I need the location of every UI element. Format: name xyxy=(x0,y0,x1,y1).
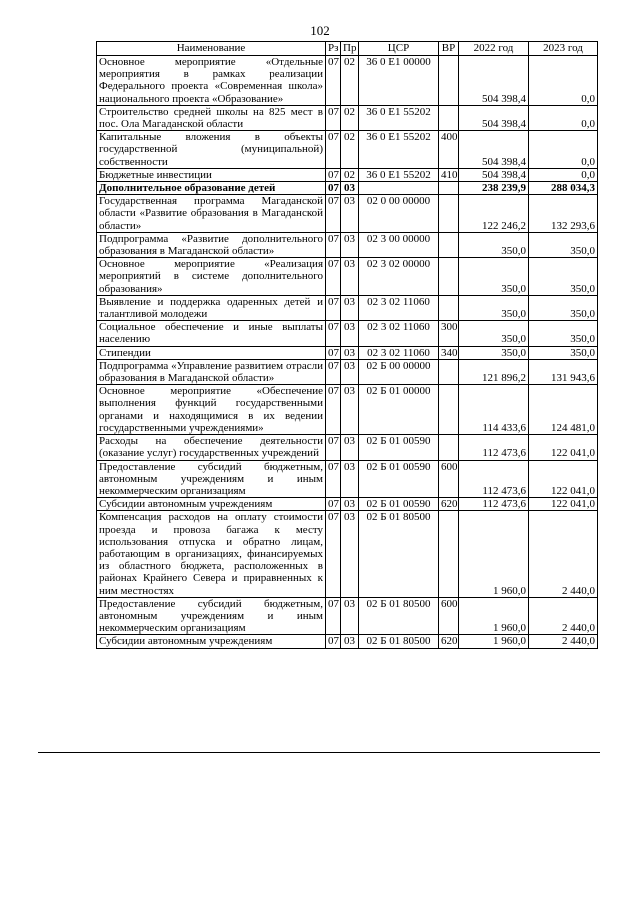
table-row xyxy=(97,105,598,130)
row-csr-cell: 36 0 Е1 55202 xyxy=(359,168,439,181)
row-rz-cell: 07 xyxy=(326,56,341,106)
row-2023-value: 122 041,0 xyxy=(529,435,598,460)
row-name-cell: Субсидии автономным учреждениям xyxy=(97,635,326,648)
row-name-cell: Основное мероприятие «Отдельные мероприятия в рамках реализации Федерального проекта «Современная школа» национального проекта «Образование» xyxy=(97,56,326,106)
row-vr-cell: 410 xyxy=(439,168,459,181)
row-vr-cell: 600 xyxy=(439,460,459,498)
column-header-2023: 2023 год xyxy=(529,42,598,56)
row-2022-value: 504 398,4 xyxy=(459,168,529,181)
table-row xyxy=(97,295,598,320)
row-csr-cell: 02 Б 01 00590 xyxy=(359,435,439,460)
column-header-vr: ВР xyxy=(439,42,459,56)
row-vr-cell xyxy=(439,232,459,257)
row-vr-cell: 300 xyxy=(439,321,459,346)
row-name-cell: Выявление и поддержка одаренных детей и талантливой молодежи xyxy=(97,295,326,320)
row-2022-value: 112 473,6 xyxy=(459,498,529,511)
table-row xyxy=(97,359,598,384)
table-row xyxy=(97,597,598,635)
budget-table xyxy=(96,41,598,649)
row-2022-value: 350,0 xyxy=(459,321,529,346)
row-2022-value: 238 239,9 xyxy=(459,182,529,195)
row-csr-cell: 02 Б 01 80500 xyxy=(359,597,439,635)
column-header-csr: ЦСР xyxy=(359,42,439,56)
row-2023-value: 2 440,0 xyxy=(529,635,598,648)
row-vr-cell xyxy=(439,359,459,384)
row-csr-cell: 02 0 00 00000 xyxy=(359,195,439,233)
row-pr-cell: 03 xyxy=(341,346,359,359)
row-vr-cell xyxy=(439,105,459,130)
row-2023-value: 122 041,0 xyxy=(529,498,598,511)
row-csr-cell: 02 Б 01 00000 xyxy=(359,385,439,435)
row-pr-cell: 02 xyxy=(341,131,359,169)
row-csr-cell: 02 3 02 11060 xyxy=(359,295,439,320)
row-pr-cell: 03 xyxy=(341,385,359,435)
row-2023-value: 131 943,6 xyxy=(529,359,598,384)
row-pr-cell: 03 xyxy=(341,195,359,233)
row-pr-cell: 03 xyxy=(341,511,359,597)
row-name-cell: Предоставление субсидий бюджетным, автономным учреждениям и иным некоммерческим организациям xyxy=(97,597,326,635)
table-row xyxy=(97,131,598,169)
row-pr-cell: 03 xyxy=(341,635,359,648)
row-name-cell: Строительство средней школы на 825 мест в пос. Ола Магаданской области xyxy=(97,105,326,130)
row-rz-cell: 07 xyxy=(326,105,341,130)
row-2023-value: 132 293,6 xyxy=(529,195,598,233)
row-name-cell: Компенсация расходов на оплату стоимости проезда и провоза багажа к месту использования отпуска и обратно лицам, работающим в организациях, финансируемых из областного бюджета, расположенных в районах Крайнего Севера и приравненных к ним местностях xyxy=(97,511,326,597)
row-name-cell: Социальное обеспечение и иные выплаты населению xyxy=(97,321,326,346)
row-rz-cell: 07 xyxy=(326,131,341,169)
column-header-pr: Пр xyxy=(341,42,359,56)
row-2023-value: 0,0 xyxy=(529,105,598,130)
row-name-cell: Основное мероприятие «Обеспечение выполнения функций государственными органами и находящимися в их ведении государственными учреждениями» xyxy=(97,385,326,435)
table-header-row xyxy=(97,42,598,56)
table-body xyxy=(97,56,598,649)
row-2022-value: 350,0 xyxy=(459,295,529,320)
row-csr-cell: 02 3 02 11060 xyxy=(359,346,439,359)
row-vr-cell xyxy=(439,385,459,435)
row-name-cell: Подпрограмма «Управление развитием отрасли образования в Магаданской области» xyxy=(97,359,326,384)
row-name-cell: Государственная программа Магаданской области «Развитие образования в Магаданской области» xyxy=(97,195,326,233)
row-name-cell: Подпрограмма «Развитие дополнительного образования в Магаданской области» xyxy=(97,232,326,257)
row-csr-cell: 02 Б 01 00590 xyxy=(359,498,439,511)
row-2023-value: 0,0 xyxy=(529,168,598,181)
row-rz-cell: 07 xyxy=(326,498,341,511)
table-row xyxy=(97,435,598,460)
row-2022-value: 114 433,6 xyxy=(459,385,529,435)
row-2022-value: 504 398,4 xyxy=(459,131,529,169)
table-row xyxy=(97,346,598,359)
row-2023-value: 0,0 xyxy=(529,131,598,169)
row-pr-cell: 03 xyxy=(341,232,359,257)
row-pr-cell: 02 xyxy=(341,105,359,130)
row-rz-cell: 07 xyxy=(326,435,341,460)
row-2023-value: 288 034,3 xyxy=(529,182,598,195)
table-row xyxy=(97,511,598,597)
row-2022-value: 112 473,6 xyxy=(459,460,529,498)
row-vr-cell xyxy=(439,182,459,195)
row-vr-cell xyxy=(439,258,459,296)
row-csr-cell: 36 0 Е1 55202 xyxy=(359,131,439,169)
table-row xyxy=(97,635,598,648)
row-vr-cell xyxy=(439,435,459,460)
page-number: 102 xyxy=(310,23,330,38)
row-pr-cell: 03 xyxy=(341,321,359,346)
row-2023-value: 2 440,0 xyxy=(529,511,598,597)
row-2022-value: 350,0 xyxy=(459,258,529,296)
row-2022-value: 1 960,0 xyxy=(459,511,529,597)
row-2023-value: 350,0 xyxy=(529,258,598,296)
row-csr-cell: 36 0 Е1 00000 xyxy=(359,56,439,106)
row-rz-cell: 07 xyxy=(326,182,341,195)
row-pr-cell: 02 xyxy=(341,168,359,181)
row-rz-cell: 07 xyxy=(326,258,341,296)
row-2022-value: 1 960,0 xyxy=(459,597,529,635)
row-rz-cell: 07 xyxy=(326,635,341,648)
row-rz-cell: 07 xyxy=(326,321,341,346)
row-vr-cell xyxy=(439,195,459,233)
row-pr-cell: 03 xyxy=(341,182,359,195)
row-name-cell: Стипендии xyxy=(97,346,326,359)
row-csr-cell: 02 Б 01 80500 xyxy=(359,511,439,597)
row-vr-cell xyxy=(439,295,459,320)
row-csr-cell xyxy=(359,182,439,195)
row-pr-cell: 03 xyxy=(341,258,359,296)
column-header-rz: Рз xyxy=(326,42,341,56)
row-csr-cell: 02 3 00 00000 xyxy=(359,232,439,257)
column-header-name: Наименование xyxy=(97,42,326,56)
row-csr-cell: 36 0 Е1 55202 xyxy=(359,105,439,130)
row-rz-cell: 07 xyxy=(326,295,341,320)
table-row xyxy=(97,182,598,195)
row-name-cell: Субсидии автономным учреждениям xyxy=(97,498,326,511)
row-2023-value: 350,0 xyxy=(529,232,598,257)
row-name-cell: Основное мероприятие «Реализация мероприятий в системе дополнительного образования» xyxy=(97,258,326,296)
row-csr-cell: 02 Б 00 00000 xyxy=(359,359,439,384)
row-rz-cell: 07 xyxy=(326,597,341,635)
row-csr-cell: 02 Б 01 80500 xyxy=(359,635,439,648)
row-vr-cell: 620 xyxy=(439,635,459,648)
row-2022-value: 122 246,2 xyxy=(459,195,529,233)
row-2023-value: 350,0 xyxy=(529,295,598,320)
row-vr-cell: 620 xyxy=(439,498,459,511)
row-2022-value: 504 398,4 xyxy=(459,105,529,130)
row-pr-cell: 03 xyxy=(341,435,359,460)
row-csr-cell: 02 3 02 00000 xyxy=(359,258,439,296)
row-name-cell: Расходы на обеспечение деятельности (оказание услуг) государственных учреждений xyxy=(97,435,326,460)
row-csr-cell: 02 3 02 11060 xyxy=(359,321,439,346)
row-name-cell: Дополнительное образование детей xyxy=(97,182,326,195)
row-rz-cell: 07 xyxy=(326,346,341,359)
row-2023-value: 122 041,0 xyxy=(529,460,598,498)
table-row xyxy=(97,321,598,346)
row-csr-cell: 02 Б 01 00590 xyxy=(359,460,439,498)
row-2023-value: 350,0 xyxy=(529,321,598,346)
row-rz-cell: 07 xyxy=(326,511,341,597)
row-pr-cell: 03 xyxy=(341,295,359,320)
row-2022-value: 504 398,4 xyxy=(459,56,529,106)
row-name-cell: Капитальные вложения в объекты государственной (муниципальной) собственности xyxy=(97,131,326,169)
row-2023-value: 0,0 xyxy=(529,56,598,106)
row-pr-cell: 03 xyxy=(341,460,359,498)
row-vr-cell xyxy=(439,511,459,597)
row-2022-value: 1 960,0 xyxy=(459,635,529,648)
row-name-cell: Предоставление субсидий бюджетным, автономным учреждениям и иным некоммерческим организациям xyxy=(97,460,326,498)
row-2022-value: 350,0 xyxy=(459,346,529,359)
table-row xyxy=(97,385,598,435)
row-2022-value: 121 896,2 xyxy=(459,359,529,384)
table-row xyxy=(97,232,598,257)
row-vr-cell xyxy=(439,56,459,106)
row-vr-cell: 340 xyxy=(439,346,459,359)
row-rz-cell: 07 xyxy=(326,385,341,435)
row-2022-value: 350,0 xyxy=(459,232,529,257)
row-rz-cell: 07 xyxy=(326,359,341,384)
row-rz-cell: 07 xyxy=(326,460,341,498)
row-2023-value: 2 440,0 xyxy=(529,597,598,635)
row-pr-cell: 02 xyxy=(341,56,359,106)
row-pr-cell: 03 xyxy=(341,498,359,511)
row-2023-value: 350,0 xyxy=(529,346,598,359)
row-pr-cell: 03 xyxy=(341,597,359,635)
table-row xyxy=(97,56,598,106)
table-row xyxy=(97,195,598,233)
bottom-divider xyxy=(38,752,600,753)
column-header-2022: 2022 год xyxy=(459,42,529,56)
table-row xyxy=(97,258,598,296)
row-vr-cell: 600 xyxy=(439,597,459,635)
row-name-cell: Бюджетные инвестиции xyxy=(97,168,326,181)
row-rz-cell: 07 xyxy=(326,232,341,257)
row-rz-cell: 07 xyxy=(326,195,341,233)
table-row xyxy=(97,498,598,511)
row-2022-value: 112 473,6 xyxy=(459,435,529,460)
table-row xyxy=(97,460,598,498)
row-vr-cell: 400 xyxy=(439,131,459,169)
row-pr-cell: 03 xyxy=(341,359,359,384)
row-2023-value: 124 481,0 xyxy=(529,385,598,435)
table-row xyxy=(97,168,598,181)
row-rz-cell: 07 xyxy=(326,168,341,181)
